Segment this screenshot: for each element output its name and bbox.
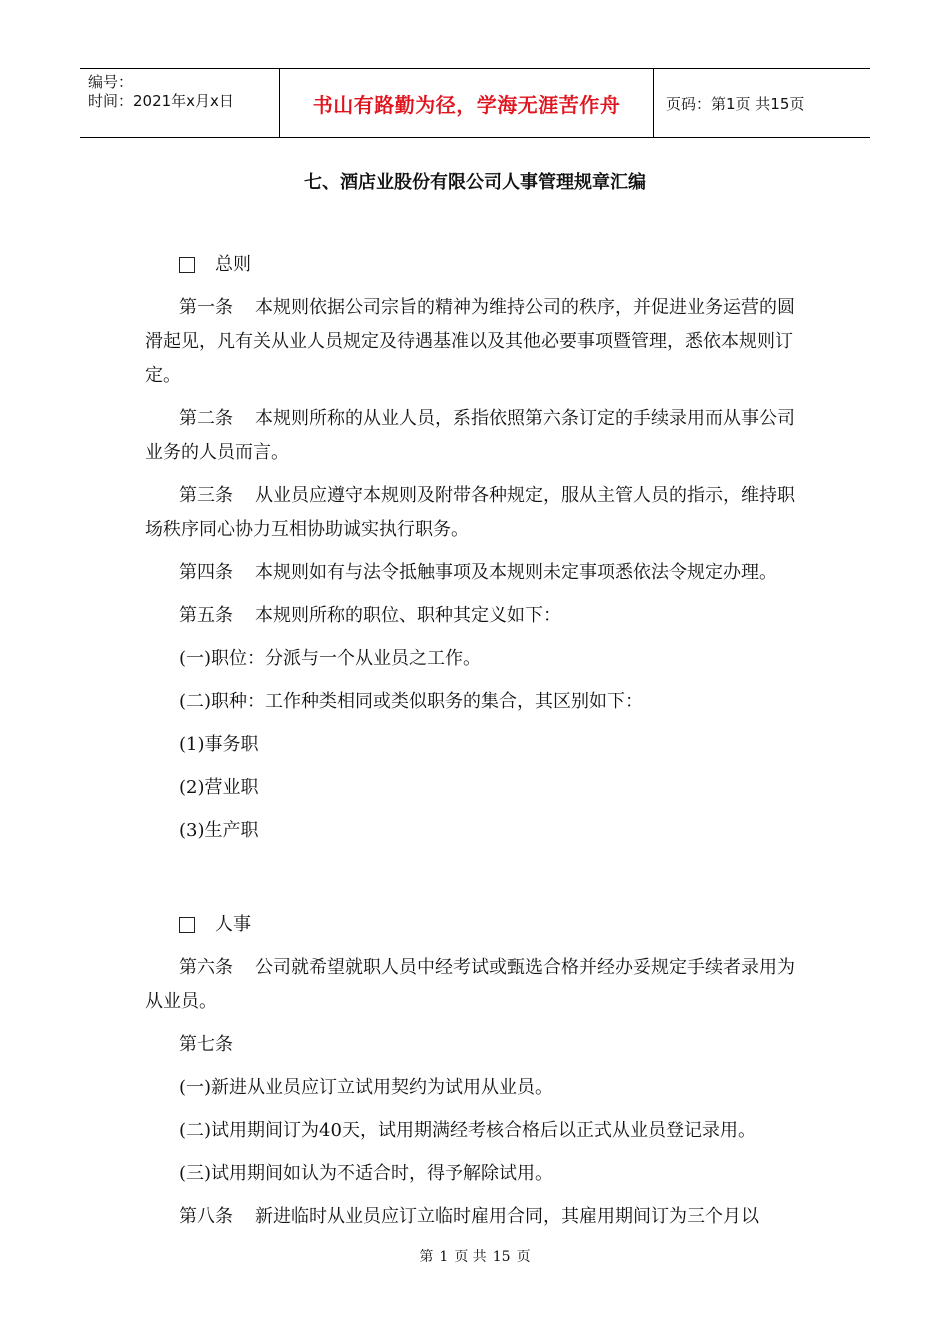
footer-page-number: 1 [439,1249,449,1265]
article-text: 本规则所称的职位、职种其定义如下： [255,605,561,626]
list-item: (2)营业职 [179,777,259,798]
article-text: 本规则所称的从业人员，系指依照第六条订定的手续录用而从事公司业务的人员而言。 [145,408,795,463]
section-personnel-title: 人事 [215,914,251,935]
article-1 [145,291,810,393]
header-page-info: 页码：第1页 共15页 [666,94,805,113]
list-item: (三)试用期间如认为不适合时，得予解除试用。 [179,1163,554,1184]
article-text: 公司就希望就职人员中经考试或甄选合格并经办妥规定手续者录用为从业员。 [145,957,795,1012]
footer-middle: 页 共 [454,1249,487,1265]
article-text: 从业员应遵守本规则及附带各种规定，服从主管人员的指示，维持职场秩序同心协力互相协助诚实执行职务。 [145,485,795,540]
header-meta [80,69,280,137]
footer-suffix: 页 [516,1249,531,1265]
article-text: 本规则如有与法令抵触事项及本规则未定事项悉依法令规定办理。 [255,562,777,583]
header-motto-cell [280,69,654,137]
document-title: 七、酒店业股份有限公司人事管理规章汇编 [304,172,646,193]
article-label: 第八条 [179,1206,233,1227]
article-4 [145,556,810,590]
article-2 [145,402,810,470]
article-label: 第一条 [179,297,233,318]
checkbox-square-icon [179,257,195,273]
article-5 [145,599,810,633]
list-item: (二)职种：工作种类相同或类似职务的集合，其区别如下： [179,691,644,712]
footer-prefix: 第 [419,1249,434,1265]
serial-label: 编号： [88,73,134,91]
article-text: 新进临时从业员应订立临时雇用合同，其雇用期间订为三个月以 [255,1206,759,1227]
list-item: (一)新进从业员应订立试用契约为试用从业员。 [179,1077,554,1098]
section-personnel [145,908,810,942]
article-6 [145,951,810,1019]
article-text: 本规则依据公司宗旨的精神为维持公司的秩序，并促进业务运营的圆滑起见，凡有关从业人员规定及待遇基准以及其他必要事项暨管理，悉依本规则订定。 [145,297,795,386]
article-3 [145,479,810,547]
section-general [145,248,810,282]
page-header [80,68,870,138]
article-8 [145,1200,810,1234]
page-footer [0,1246,950,1266]
footer-total-pages: 15 [492,1249,511,1265]
article-label: 第三条 [179,485,233,506]
article-label: 第四条 [179,562,233,583]
time-label: 时间：2021年x月x日 [88,92,234,110]
checkbox-square-icon [179,917,195,933]
article-7-label: 第七条 [179,1034,233,1055]
list-item: (一)职位：分派与一个从业员之工作。 [179,648,482,669]
article-label: 第六条 [179,957,233,978]
list-item: (1)事务职 [179,734,259,755]
article-label: 第二条 [179,408,233,429]
section-general-title: 总则 [215,254,251,275]
list-item: (3)生产职 [179,820,259,841]
header-motto: 书山有路勤为径，学海无涯苦作舟 [312,92,621,117]
document-body [145,248,810,1234]
article-label: 第五条 [179,605,233,626]
list-item: (二)试用期间订为40天，试用期满经考核合格后以正式从业员登记录用。 [179,1120,756,1141]
